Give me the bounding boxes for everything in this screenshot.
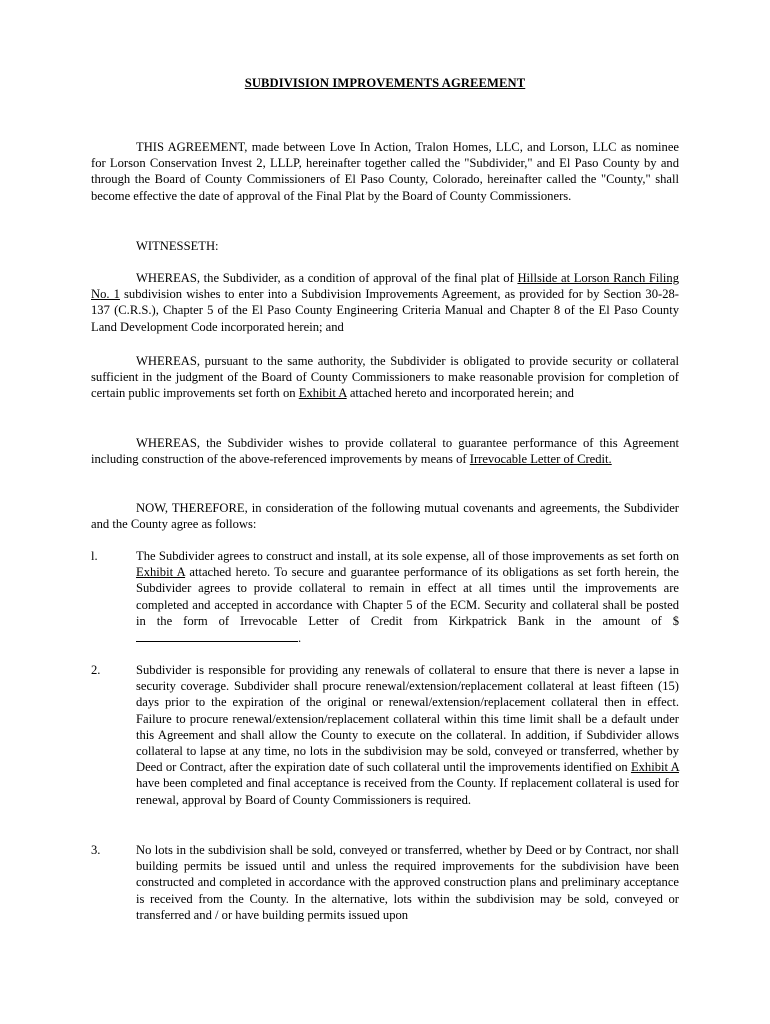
- item-1-text-before: The Subdivider agrees to construct and install, at its sole expense, all of those improvements as set forth on: [136, 549, 679, 563]
- exhibit-a-reference: Exhibit A: [136, 565, 186, 580]
- list-item: [91, 662, 679, 808]
- plat-name-link: Hillside at Lorson Ranch Filing No. 1: [91, 271, 679, 302]
- whereas-3-text-before: WHEREAS, the Subdivider wishes to provide collateral to guarantee performance of this Agreement including construction of the above-referenced improvements by means of: [91, 436, 679, 467]
- intro-paragraph: THIS AGREEMENT, made between Love In Action, Tralon Homes, LLC, and Lorson, LLC as nominee for Lorson Conservation Invest 2, LLLP, hereinafter together called the "Subdivider," and El Paso County by and through the Board of County Commissioners of El Paso County, Colorado, hereinafter called the "County," shall become effective the date of approval of the Final Plat by the Board of County Commissioners.: [91, 140, 679, 203]
- item-3-text: No lots in the subdivision shall be sold, conveyed or transferred, whether by Deed or by Contract, nor shall building permits be issued until and unless the required improvements for the subdivision have been constructed and completed in accordance with the approved construction plans and preliminary acceptance is received from the County. In the alternative, lots within the subdivision may be sold, conveyed or transferred and / or have building permits issued upon: [136, 843, 679, 922]
- whereas-1-text-before: WHEREAS, the Subdivider, as a condition of approval of the final plat of: [136, 271, 518, 285]
- whereas-2-text-after: attached hereto and incorporated herein; and: [346, 386, 574, 401]
- item-text: [136, 662, 679, 808]
- now-therefore-paragraph: NOW, THEREFORE, in consideration of the following mutual covenants and agreements, the Subdivider and the County agree as follows:: [91, 501, 679, 532]
- whereas-paragraph-2: [91, 353, 679, 402]
- item-number: 2.: [91, 663, 101, 677]
- item-2-text-before: Subdivider is responsible for providing any renewals of collateral to ensure that there is never a lapse in security coverage. Subdivider shall procure renewal/extension/replacement collateral at least fifteen (15) days prior to the expiration of the original or renewal/extension/replacement collateral then in effect. Failure to procure renewal/extension/replacement collateral within this time limit shall be a default under this Agreement and shall allow the County to execute on the collateral. In addition, if Subdivider allows collateral to lapse at any time, no lots in the subdivision may be sold, conveyed or transferred, whether by Deed or Contract, after the expiration date of such collateral until the improvements identified on: [136, 663, 679, 775]
- whereas-paragraph-1: [91, 270, 679, 335]
- item-2-text-after: have been completed and final acceptance is received from the County. If replacement collateral is used for renewal, approval by Board of County Commissioners is required.: [136, 776, 679, 807]
- exhibit-a-reference: Exhibit A: [298, 386, 347, 401]
- list-item: [91, 842, 679, 923]
- amount-blank-line: [136, 629, 298, 642]
- list-item: [91, 548, 679, 646]
- witnesseth-heading: WITNESSETH:: [136, 239, 219, 253]
- letter-of-credit-reference: Irrevocable Letter of Credit.: [469, 452, 612, 467]
- item-number: 3.: [91, 843, 101, 857]
- document-title: SUBDIVISION IMPROVEMENTS AGREEMENT: [244, 76, 526, 90]
- item-1-end: .: [298, 631, 302, 646]
- whereas-2-text-before: WHEREAS, pursuant to the same authority, the Subdivider is obligated to provide security or collateral sufficient in the judgment of the Board of County Commissioners to make reasonable provision for completion of certain public improvements set forth on: [91, 354, 679, 401]
- item-text: [136, 842, 679, 923]
- item-text: [136, 548, 679, 646]
- item-1-text-after: attached hereto. To secure and guarantee performance of its obligations as set forth herein, the Subdivider agrees to provide collateral to remain in effect at all times until the improvements are completed and accepted in accordance with Chapter 5 of the ECM. Security and collateral shall be posted in the form of Irrevocable Letter of Credit from Kirkpatrick Bank in the amount of $: [136, 565, 679, 628]
- exhibit-a-reference: Exhibit A: [630, 760, 679, 775]
- whereas-1-text-after: subdivision wishes to enter into a Subdivision Improvements Agreement, as provided for by Section 30-28-137 (C.R.S.), Chapter 5 of the El Paso County Engineering Criteria Manual and Chapter 8 of the El Paso County Land Development Code incorporated herein; and: [91, 287, 679, 334]
- whereas-paragraph-3: [91, 435, 679, 467]
- item-number: l.: [91, 549, 98, 563]
